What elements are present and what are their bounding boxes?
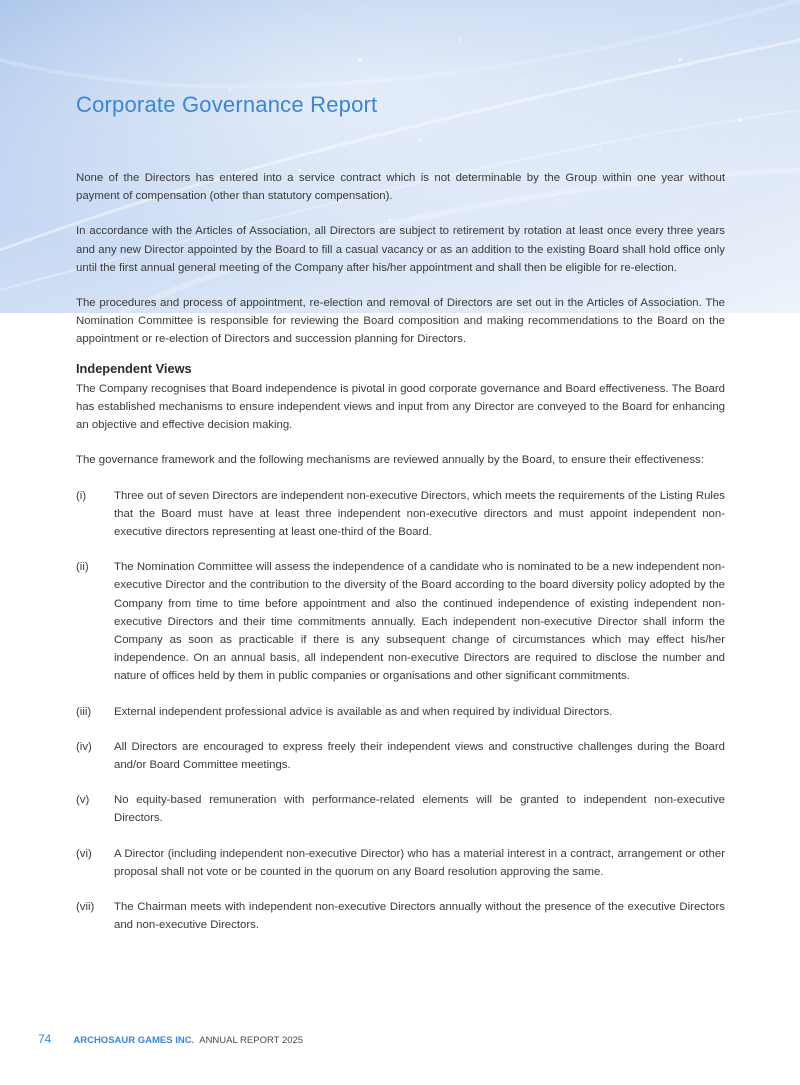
list-item-number: (i) (76, 489, 87, 502)
list-item-number: (iii) (76, 705, 92, 718)
company-name: ARCHOSAUR GAMES INC. (73, 1035, 195, 1046)
list-item-number: (ii) (76, 561, 89, 574)
page-number: 74 (38, 1032, 52, 1046)
list-item (76, 898, 725, 934)
list-item (76, 845, 725, 881)
list-item-text: External independent professional advice is available as and when required by individual Directors. (114, 705, 613, 718)
report-body (76, 169, 725, 952)
list-item-text: The Chairman meets with independent non-executive Directors annually without the presence of the executive Directors and non-executive Directors. (114, 901, 725, 932)
list-item-text: A Director (including independent non-executive Director) who has a material interest in a contract, arrangement or other proposal shall not vote or be counted in the quorum on any Board resolution approving the same. (114, 847, 725, 878)
list-item-text: Three out of seven Directors are independent non-executive Directors, which meets the requirements of the Listing Rules that the Board must have at least three independent non-executive directors and must appoint independent non-executive directors representing at least one-third of the Board. (114, 489, 725, 539)
list-item-text: No equity-based remuneration with performance-related elements will be granted to independent non-executive Directors. (114, 794, 725, 825)
paragraph-board-independence: The Company recognises that Board independence is pivotal in good corporate governance and Board effectiveness. The Board has established mechanisms to ensure independent views and input from any Director are conveyed to the Board for enhancing an objective and effective decision making. (76, 382, 725, 432)
list-item (76, 791, 725, 827)
list-item-text: The Nomination Committee will assess the independence of a candidate who is nominated to be a new independent non-executive Director and the contribution to the diversity of the Board according to the board diversity policy adopted by the Company from time to time before appointment and also the continued independence of existing independent non-executive Directors and their time commitments annually. Each independent non-executive Director shall inform the Company as soon as practicable if there is any subsequent change of circumstances which may effect his/her independence. On an annual basis, all independent non-executive Directors are required to disclose the number and nature of offices held by them in public companies or organisations and other significant commitments. (114, 561, 725, 683)
paragraph-service-contract: None of the Directors has entered into a service contract which is not determinable by the Group within one year without payment of compensation (other than statutory compensation). (76, 172, 725, 203)
page-title: Corporate Governance Report (76, 92, 378, 117)
paragraph-appointment-procedures: The procedures and process of appointment, re-election and removal of Directors are set out in the Articles of Association. The Nomination Committee is responsible for reviewing the Board composition and making recommendations to the Board on the appointment or re-election of Directors and succession planning for Directors. (76, 297, 725, 346)
list-item-number: (v) (76, 794, 90, 807)
list-item (76, 558, 725, 685)
paragraph-retirement-rotation: In accordance with the Articles of Association, all Directors are subject to retirement by rotation at least once every three years and any new Director appointed by the Board to fill a casual vacancy or as an addition to the existing Board shall hold office only until the first annual general meeting of the Company after his/her appointment and shall then be eligible for re-election. (76, 225, 725, 274)
mechanisms-list (76, 487, 725, 935)
report-name: ANNUAL REPORT 2025 (199, 1035, 304, 1046)
list-item-number: (iv) (76, 740, 92, 753)
list-item-number: (vii) (76, 901, 95, 914)
paragraph-governance-framework: The governance framework and the following mechanisms are reviewed annually by the Board, to ensure their effectiveness: (76, 454, 704, 467)
list-item-number: (vi) (76, 847, 92, 860)
list-item (76, 738, 725, 774)
list-item (76, 487, 725, 542)
list-item-text: All Directors are encouraged to express freely their independent views and constructive challenges during the Board and/or Board Committee meetings. (114, 740, 725, 772)
page-footer (38, 1032, 303, 1046)
section-heading: Independent Views (76, 360, 192, 376)
list-item (76, 703, 725, 721)
